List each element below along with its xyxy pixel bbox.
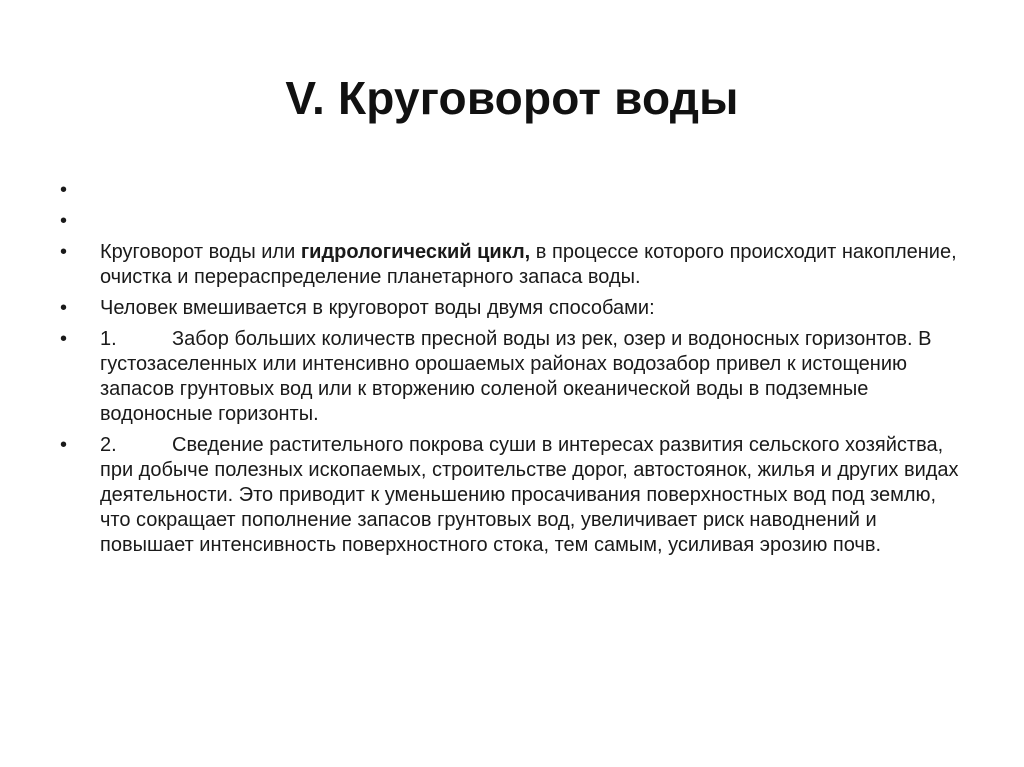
bullet-empty-2 bbox=[60, 209, 970, 234]
bullet-text: Сведение растительного покрова суши в интересах развития сельского хозяйства, при добыче полезных ископаемых, строительстве дорог, автостоянок, жилья и других видах деятельности. Это приводит к уменьшению просачивания поверхностных вод под землю, что сокращает пополнение запасов грунтовых вод, увеличивает риск наводнений и повышает интенсивность поверхностного стока, тем самым, усиливая эрозию почв. bbox=[100, 434, 959, 556]
bullet-text: Человек вмешивается в круговорот воды двумя способами: bbox=[100, 297, 655, 319]
bullet-icon: • bbox=[60, 210, 68, 232]
bullet-method-2 bbox=[60, 433, 970, 558]
bullet-icon: • bbox=[60, 434, 68, 456]
bullet-text-post: в процессе которого происходит накопление, очистка и перераспределение планетарного запаса воды. bbox=[100, 241, 957, 288]
bullet-hydrological-cycle bbox=[60, 240, 970, 290]
bullet-human-intervention bbox=[60, 296, 970, 321]
bullet-empty-1 bbox=[60, 178, 970, 203]
bullet-icon: • bbox=[60, 328, 68, 350]
bullet-icon: • bbox=[60, 179, 68, 201]
bullet-text-bold: гидрологический цикл, bbox=[300, 241, 531, 263]
slide-title: V. Круговорот воды bbox=[285, 72, 739, 124]
bullet-number: 1. bbox=[100, 328, 117, 350]
bullet-method-1 bbox=[60, 327, 970, 427]
bullet-icon: • bbox=[60, 241, 68, 263]
bullet-number: 2. bbox=[100, 434, 117, 456]
bullet-text: Забор больших количеств пресной воды из рек, озер и водоносных горизонтов. В густозаселенных или интенсивно орошаемых районах водозабор привел к истощению запасов грунтовых вод или к вторжению соленой океанической воды в подземные водоносные горизонты. bbox=[100, 328, 932, 425]
bullet-text-pre: Круговорот воды или bbox=[100, 241, 301, 263]
bullet-icon: • bbox=[60, 297, 68, 319]
bullet-list bbox=[60, 178, 970, 564]
